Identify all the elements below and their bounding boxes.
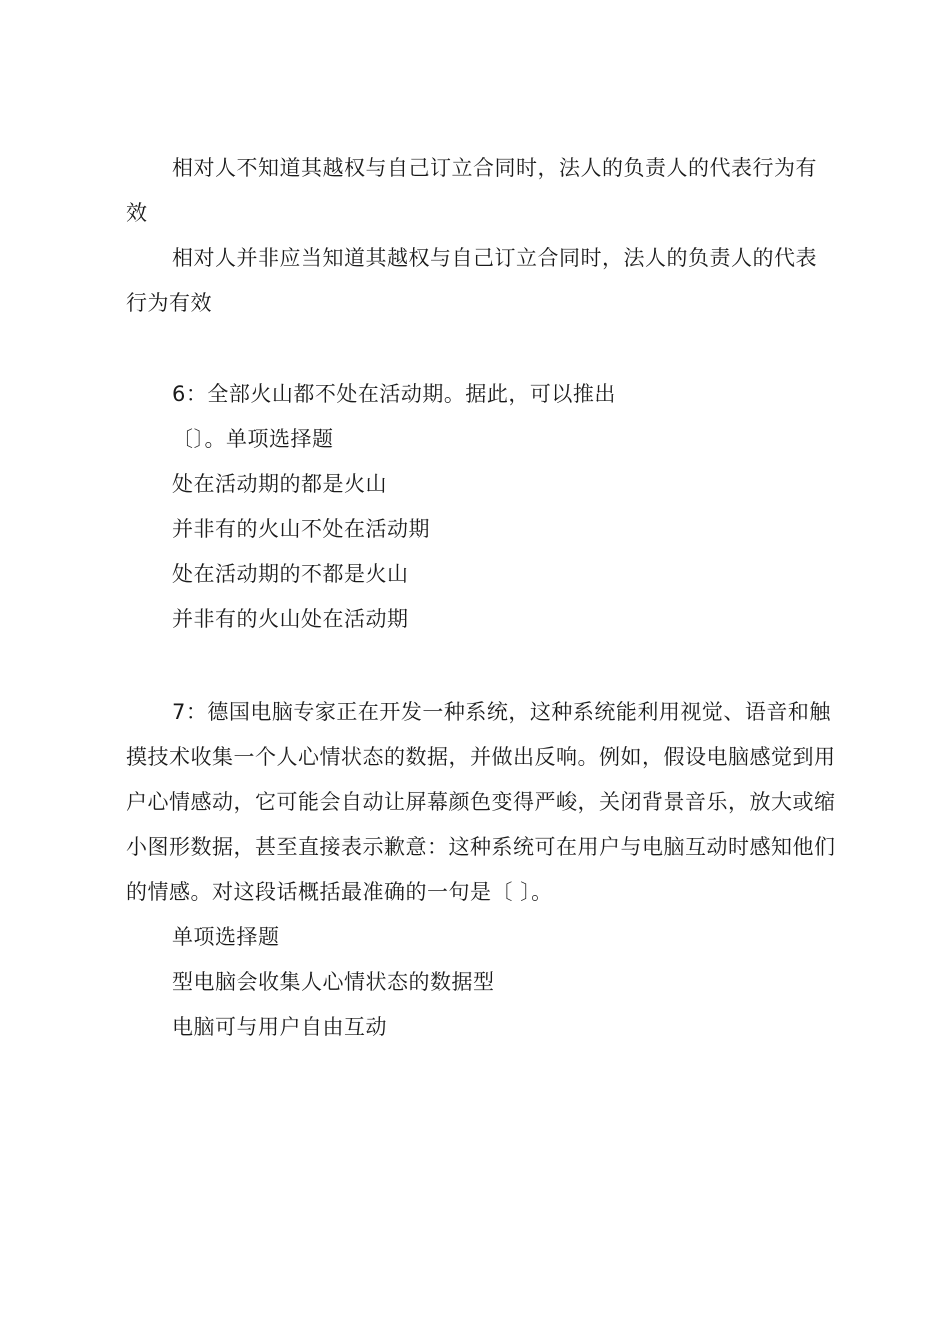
- option-text: 并非有的火山不处在活动期: [172, 517, 430, 541]
- option-text: 型电脑会收集人心情状态的数据型: [172, 970, 495, 994]
- question-6: [126, 372, 838, 642]
- option-text: 相对人并非应当知道其越权与自己订立合同时，法人的负责人的代表行为有效: [126, 246, 817, 315]
- question-type: 〔〕。单项选择题: [172, 427, 334, 451]
- previous-question-options: [126, 146, 838, 326]
- question-stem: 7：德国电脑专家正在开发一种系统，这种系统能利用视觉、语音和触摸技术收集一个人心情状态的数据，并做出反响。例如，假设电脑感觉到用户心情感动，它可能会自动让屏幕颜色变得严峻，关闭背景音乐，放大或缩小图形数据，甚至直接表示歉意：这种系统可在用户与电脑互动时感知他们的情感。对这段话概括最准确的一句是〔 〕。: [126, 700, 836, 904]
- question-7: [126, 690, 838, 1050]
- option-text: 并非有的火山处在活动期: [172, 607, 409, 631]
- option-text: 处在活动期的不都是火山: [172, 562, 409, 586]
- question-stem: 6：全部火山都不处在活动期。据此，可以推出: [172, 382, 616, 406]
- option-text: 相对人不知道其越权与自己订立合同时，法人的负责人的代表行为有效: [126, 156, 817, 225]
- option-text: 处在活动期的都是火山: [172, 472, 387, 496]
- question-type: 单项选择题: [172, 925, 280, 949]
- option-text: 电脑可与用户自由互动: [172, 1015, 387, 1039]
